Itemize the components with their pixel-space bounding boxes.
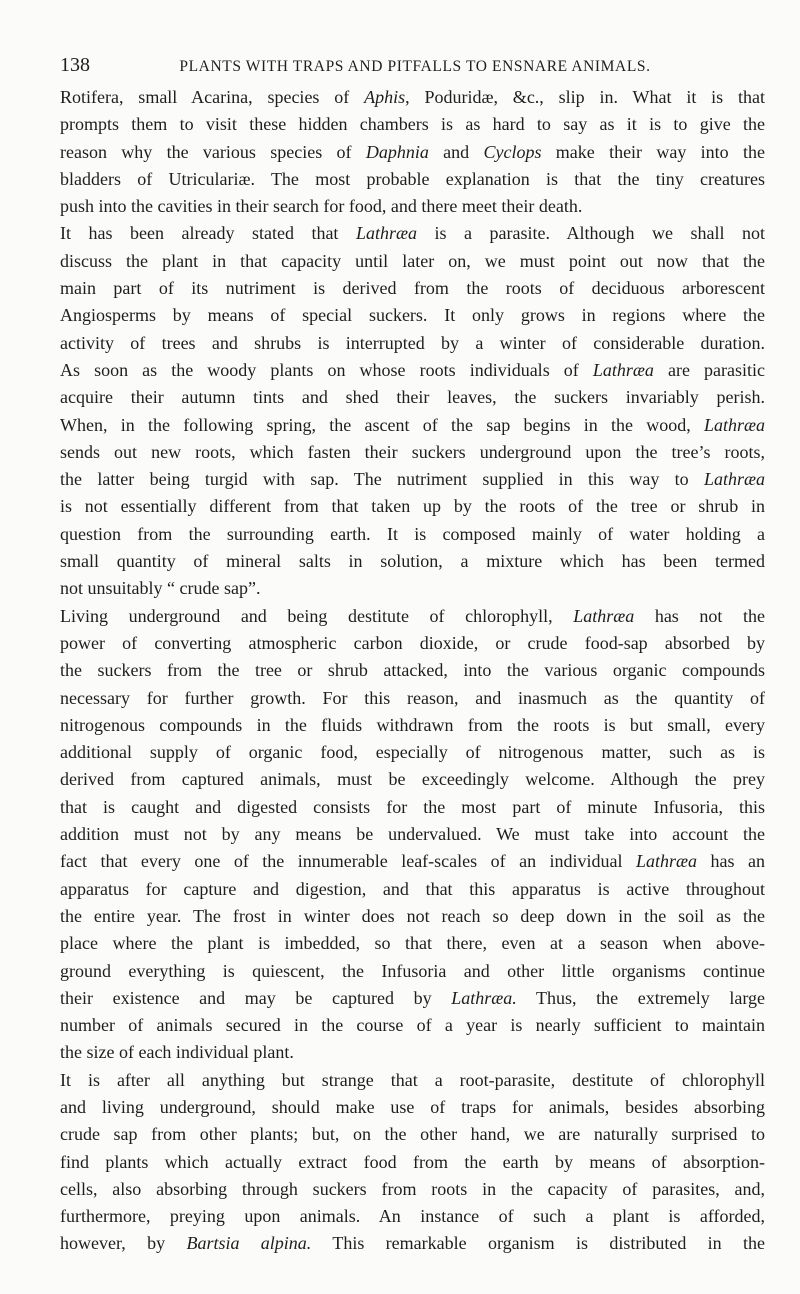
text-segment: Rotifera, small Acarina, species of — [60, 87, 365, 107]
text-line — [60, 248, 765, 275]
text-line — [60, 712, 765, 739]
text-segment: sends out new roots, which fasten their suckers underground upon the tree’s roots, — [60, 441, 765, 462]
text-line — [60, 1203, 765, 1230]
italic-text: Cyclops — [483, 141, 542, 162]
text-segment: power of converting atmospheric carbon dioxide, or crude food-sap absorbed by — [60, 632, 765, 653]
text-line — [60, 193, 765, 220]
text-segment: the entire year. The frost in winter does not reach so deep down in the soil as the — [60, 905, 765, 926]
text-line — [60, 766, 765, 793]
text-segment: It has been already stated that — [60, 223, 356, 244]
text-segment: prompts them to visit these hidden chambers is as hard to say as it is to give the — [60, 114, 765, 135]
text-line — [60, 439, 765, 466]
text-segment: acquire their autumn tints and shed their leaves, the suckers invariably perish. — [60, 387, 765, 408]
text-line — [60, 657, 765, 684]
text-line — [60, 111, 765, 138]
text-segment: apparatus for capture and digestion, and that this apparatus is active throughout — [60, 878, 765, 899]
text-segment: main part of its nutriment is derived from the roots of deciduous arborescent — [60, 278, 765, 299]
text-segment: necessary for further growth. For this reason, and inasmuch as the quantity of — [60, 687, 765, 708]
text-segment: , Poduridæ, &c., slip in. What it is that — [405, 87, 765, 107]
text-line — [60, 521, 765, 548]
text-segment: question from the surrounding earth. It is composed mainly of water holding a — [60, 523, 765, 544]
text-line — [60, 794, 765, 821]
text-segment: the suckers from the tree or shrub attacked, into the various organic compounds — [60, 660, 765, 681]
text-segment: When, in the following spring, the ascent of the sap begins in the wood, — [60, 414, 704, 435]
text-segment: find plants which actually extract food from the earth by means of absorption- — [60, 1151, 765, 1172]
text-line — [60, 166, 765, 193]
text-segment: the latter being turgid with sap. The nutriment supplied in this way to — [60, 469, 704, 490]
text-segment: are parasitic — [653, 359, 765, 380]
text-line — [60, 876, 765, 903]
text-line — [60, 139, 765, 166]
text-segment: has an — [697, 851, 765, 872]
italic-text: Lathræa — [703, 469, 765, 490]
text-segment: place where the plant is imbedded, so that there, even at a season when above- — [60, 933, 765, 954]
italic-text: Daphnia — [365, 141, 429, 162]
text-line — [60, 412, 765, 439]
text-segment: make their way into the — [541, 141, 765, 162]
text-segment: This remarkable organism is distributed in the — [311, 1233, 765, 1254]
italic-text: Lathræa — [355, 223, 417, 244]
text-line — [60, 1230, 765, 1257]
text-line — [60, 384, 765, 411]
text-segment: small quantity of mineral salts in solution, a mixture which has been termed — [60, 551, 765, 572]
text-line — [60, 302, 765, 329]
text-line — [60, 1039, 765, 1066]
text-line — [60, 848, 765, 875]
text-segment: discuss the plant in that capacity until later on, we must point out now that the — [60, 250, 765, 271]
text-line — [60, 330, 765, 357]
text-segment: ground everything is quiescent, the Infusoria and other little organisms continue — [60, 960, 765, 981]
text-segment: activity of trees and shrubs is interrupted by a winter of considerable duration. — [60, 332, 765, 353]
text-line — [60, 603, 765, 630]
text-segment: Thus, the extremely large — [516, 987, 765, 1008]
page-number: 138 — [60, 54, 90, 76]
italic-text: Lathræa. — [451, 987, 517, 1008]
text-segment: that is caught and digested consists for the most part of minute Infusoria, this — [60, 796, 765, 817]
text-segment: is a parasite. Although we shall not — [416, 223, 765, 244]
text-segment: additional supply of organic food, especially of nitrogenous matter, such as is — [60, 742, 765, 763]
text-line — [60, 466, 765, 493]
text-segment: crude sap from other plants; but, on the other hand, we are naturally surprised to — [60, 1124, 765, 1145]
text-line — [60, 1094, 765, 1121]
text-line — [60, 1149, 765, 1176]
text-line — [60, 84, 765, 111]
text-line — [60, 630, 765, 657]
text-line — [60, 1012, 765, 1039]
text-segment: number of animals secured in the course of a year is nearly sufficient to maintain — [60, 1015, 765, 1036]
text-segment: As soon as the woody plants on whose roots individuals of — [60, 359, 593, 380]
text-segment: derived from captured animals, must be exceedingly welcome. Although the prey — [60, 769, 765, 790]
text-segment: however, by — [60, 1233, 187, 1254]
text-segment: furthermore, preying upon animals. An instance of such a plant is afforded, — [60, 1206, 765, 1227]
text-segment: reason why the various species of — [60, 141, 366, 162]
text-line — [60, 903, 765, 930]
text-segment: not unsuitably “ crude sap”. — [60, 578, 261, 599]
text-line — [60, 548, 765, 575]
italic-text: Lathræa — [703, 414, 765, 435]
text-segment: and — [428, 141, 484, 162]
text-segment: push into the cavities in their search for food, and there meet their death. — [60, 196, 583, 217]
text-line — [60, 821, 765, 848]
text-line — [60, 575, 765, 602]
text-line — [60, 985, 765, 1012]
text-segment: nitrogenous compounds in the fluids withdrawn from the roots is but small, every — [60, 714, 765, 735]
italic-text: Lathræa — [636, 851, 698, 872]
text-segment: and living underground, should make use of traps for animals, besides absorbing — [60, 1096, 765, 1117]
text-line — [60, 357, 765, 384]
text-segment: their existence and may be captured by — [60, 987, 452, 1008]
text-line — [60, 958, 765, 985]
running-title: PLANTS WITH TRAPS AND PITFALLS TO ENSNARE ANIMALS. — [179, 58, 651, 75]
text-segment: It is after all anything but strange that a root-parasite, destitute of chlorophyll — [60, 1069, 765, 1090]
italic-text: Aphis — [364, 87, 406, 107]
text-line — [60, 220, 765, 247]
text-line — [60, 930, 765, 957]
text-segment: Living underground and being destitute of chlorophyll, — [60, 605, 574, 626]
text-line — [60, 739, 765, 766]
text-segment: is not essentially different from that taken up by the roots of the tree or shrub in — [60, 496, 765, 517]
italic-text: Lathræa — [573, 605, 635, 626]
text-segment: Angiosperms by means of special suckers. It only grows in regions where the — [60, 305, 765, 326]
italic-text: Lathræa — [592, 359, 654, 380]
text-line — [60, 275, 765, 302]
text-segment: bladders of Utriculariæ. The most probable explanation is that the tiny creatures — [60, 168, 765, 189]
body-text — [60, 84, 765, 1258]
text-line — [60, 1067, 765, 1094]
text-segment: addition must not by any means be undervalued. We must take into account the — [60, 824, 765, 845]
text-segment: the size of each individual plant. — [60, 1042, 294, 1063]
text-line — [60, 1121, 765, 1148]
text-segment: fact that every one of the innumerable leaf-scales of an individual — [60, 851, 637, 872]
italic-text: Bartsia alpina. — [186, 1233, 312, 1254]
text-line — [60, 1176, 765, 1203]
text-line — [60, 685, 765, 712]
text-segment: cells, also absorbing through suckers from roots in the capacity of parasites, and, — [60, 1178, 765, 1199]
text-line — [60, 493, 765, 520]
text-segment: has not the — [634, 605, 765, 626]
